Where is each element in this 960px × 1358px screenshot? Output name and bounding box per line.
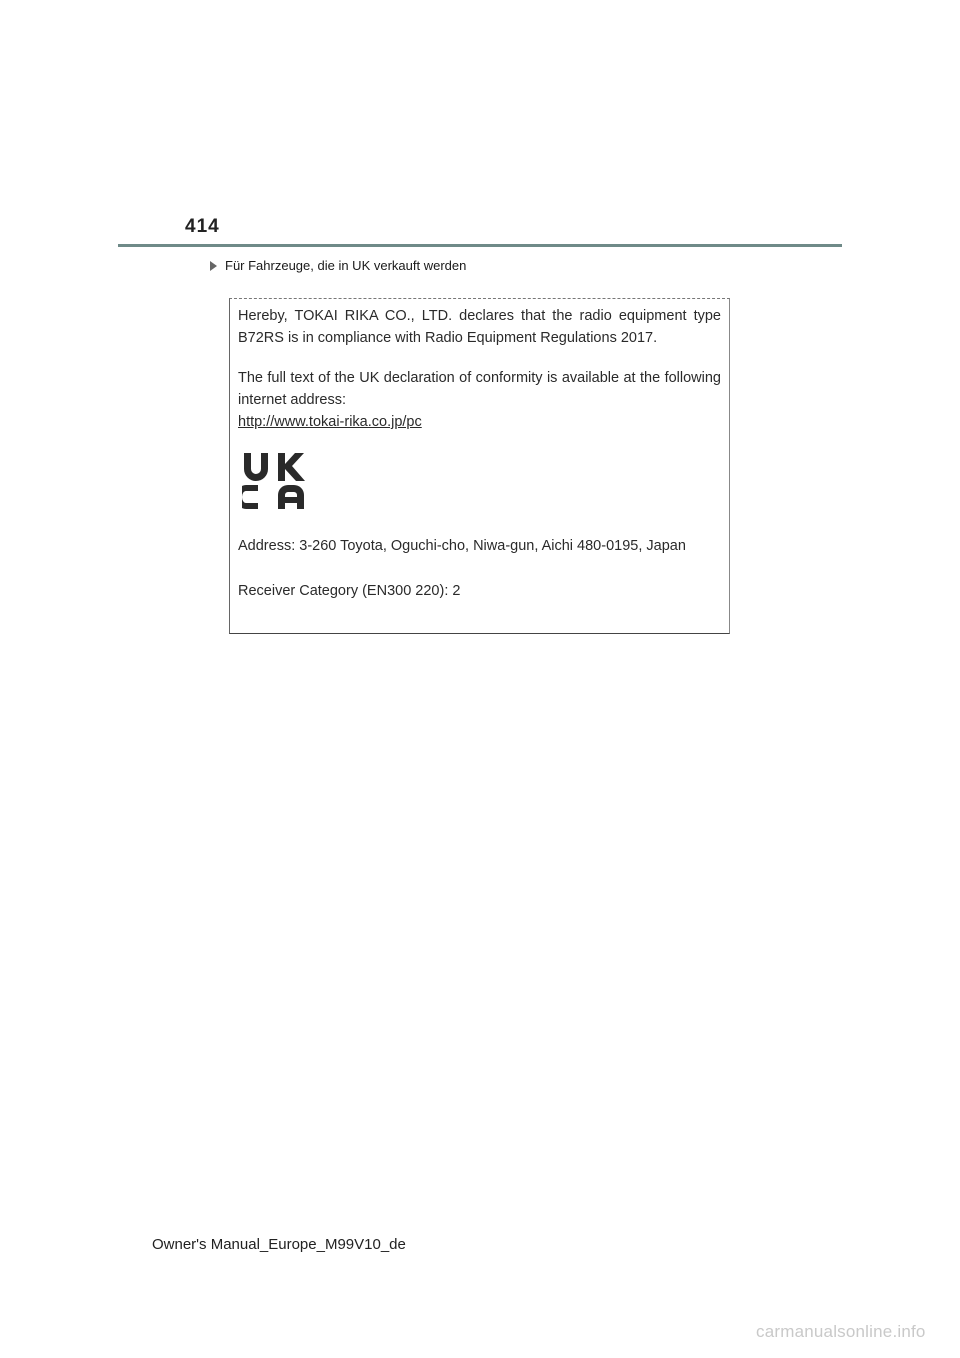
page-number: 414 (185, 216, 220, 237)
header-rule (118, 244, 842, 247)
declaration-paragraph-2: The full text of the UK declaration of conformity is available at the following internet address: (238, 370, 721, 408)
section-heading (210, 258, 466, 273)
declaration-box (229, 298, 730, 634)
declaration-paragraph-1: Hereby, TOKAI RIKA CO., LTD. declares that the radio equipment type B72RS is in compliance with Radio Equipment Regulations 2017. (238, 308, 721, 346)
page-footer: Owner's Manual_Europe_M99V10_de (152, 1236, 406, 1253)
ukca-mark-icon (242, 451, 314, 513)
section-heading-text: Für Fahrzeuge, die in UK verkauft werden (225, 258, 467, 273)
triangle-right-icon (210, 261, 217, 271)
receiver-category: Receiver Category (EN300 220): 2 (238, 583, 461, 599)
manufacturer-address: Address: 3-260 Toyota, Oguchi-cho, Niwa-gun, Aichi 480-0195, Japan (238, 538, 686, 554)
watermark[interactable]: carmanualsonline.info (756, 1322, 926, 1341)
declaration-url[interactable]: http://www.tokai-rika.co.jp/pc (238, 414, 422, 430)
